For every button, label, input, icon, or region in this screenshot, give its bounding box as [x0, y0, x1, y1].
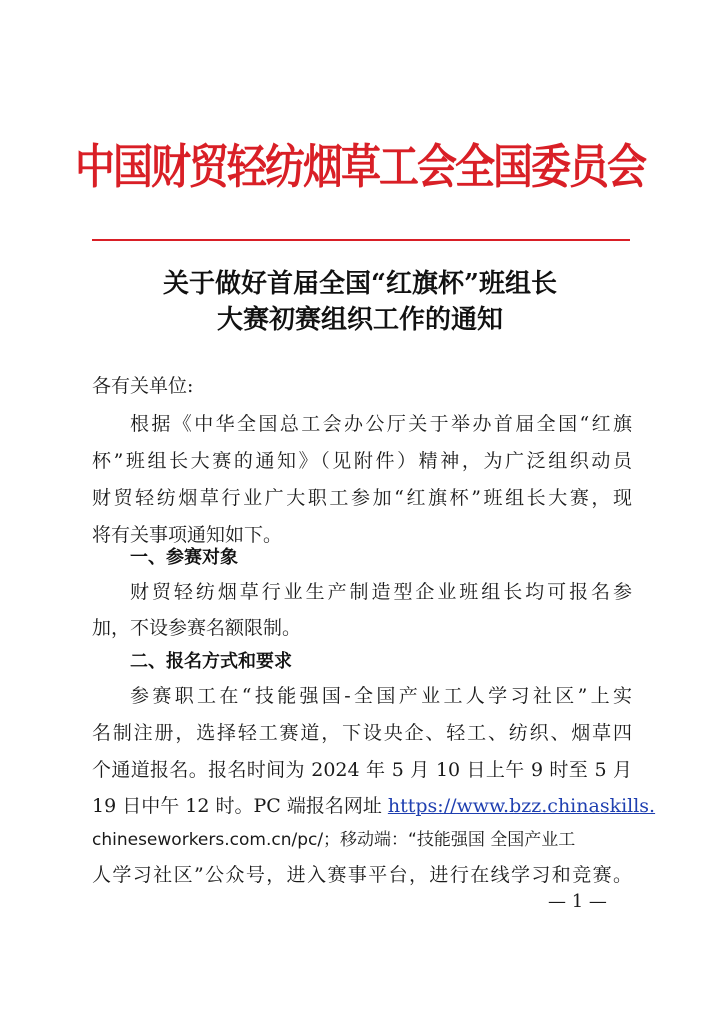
section1-line: 财贸轻纺烟草行业生产制造型企业班组长均可报名参	[130, 581, 632, 603]
intro-line: 财贸轻纺烟草行业广大职工参加“红旗杯”班组长大赛，现	[92, 487, 632, 509]
intro-line: 将有关事项通知如下。	[92, 524, 283, 546]
section2-line: 名制注册，选择轻工赛道，下设央企、轻工、纺织、烟草四	[92, 722, 632, 744]
intro-line: 根据《中华全国总工会办公厅关于举办首届全国“红旗	[130, 413, 632, 435]
document-title-line-1: 关于做好首届全国“红旗杯”班组长	[163, 269, 557, 299]
section2-line: chineseworkers.com.cn/pc/；移动端：“技能强国 全国产业工	[92, 830, 576, 850]
salutation: 各有关单位:	[92, 375, 194, 397]
registration-url-link[interactable]: https://www.bzz.chinaskills.	[387, 795, 656, 817]
section-heading-participants: 一、参赛对象	[130, 547, 238, 568]
intro-line: 杯”班组长大赛的通知》（见附件）精神，为广泛组织动员	[92, 450, 632, 472]
document-title-line-2: 大赛初赛组织工作的通知	[216, 305, 503, 335]
section2-line: 个通道报名。报名时间为 2024 年 5 月 10 日上午 9 时至 5 月	[92, 759, 632, 781]
section2-line: 人学习社区”公众号，进入赛事平台，进行在线学习和竞赛。	[92, 864, 632, 886]
letterhead-title: 中国财贸轻纺烟草工会全国委员会	[75, 140, 645, 195]
page-number: — 1 —	[548, 891, 607, 912]
section-heading-registration: 二、报名方式和要求	[130, 651, 292, 672]
letterhead-divider	[92, 239, 630, 241]
registration-time-text: 19 日中午 12 时。PC 端报名网址	[92, 795, 388, 817]
section2-line: 参赛职工在“技能强国-全国产业工人学习社区”上实	[130, 685, 632, 707]
section2-line	[92, 794, 656, 818]
section1-line: 加，不设参赛名额限制。	[92, 617, 302, 639]
